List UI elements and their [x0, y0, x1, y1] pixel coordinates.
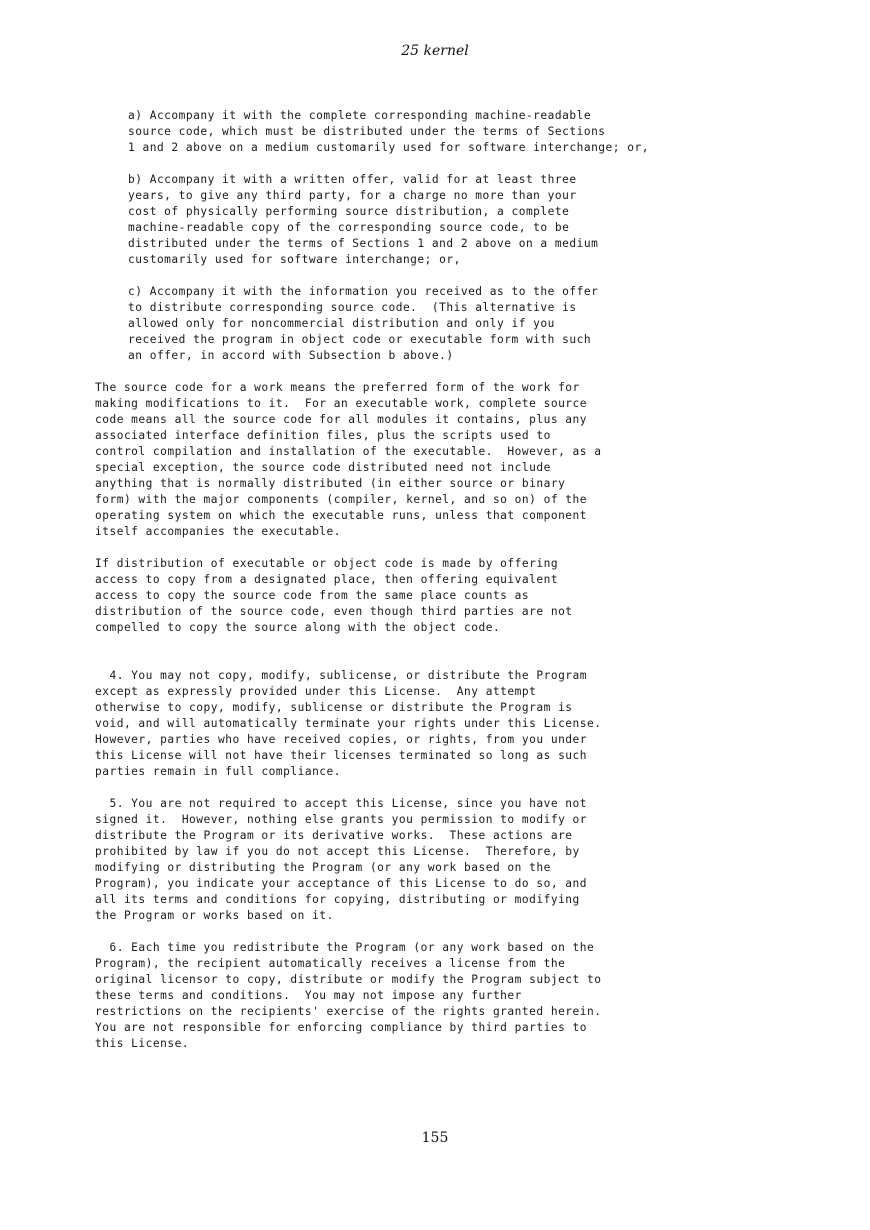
paragraph-option-a: a) Accompany it with the complete corresponding machine-readable source code, which must be distributed under the terms of Sections 1 and 2 above on a medium customarily used for software interchange; or,	[128, 109, 649, 154]
section-6: 6. Each time you redistribute the Program (or any work based on the Program), the recipient automatically receives a license from the original licensor to copy, distribute or modify the Program subject to these terms and conditions. You may not impose any further restrictions on the recipients' exercise of the rights granted herein. You are not responsible for enforcing compliance by third parties to this License.	[95, 941, 602, 1050]
paragraph-option-b: b) Accompany it with a written offer, valid for at least three years, to give any third party, for a charge no more than your cost of physically performing source distribution, a complete machine-readable copy of the corresponding source code, to be distributed under the terms of Sections 1 and 2 above on a medium customarily used for software interchange; or,	[128, 173, 599, 266]
section-4: 4. You may not copy, modify, sublicense, or distribute the Program except as expressly provided under this License. Any attempt otherwise to copy, modify, sublicense or distribute the Program is void, and will automatically terminate your rights under this License. However, parties who have received copies, or rights, from you under this License will not have their licenses terminated so long as such parties remain in full compliance.	[95, 669, 602, 778]
running-header: 25 kernel	[401, 43, 469, 59]
paragraph-option-c: c) Accompany it with the information you received as to the offer to distribute corresponding source code. (This alternative is allowed only for noncommercial distribution and only if you received the program in object code or executable form with such an offer, in accord with Subsection b above.)	[128, 285, 599, 362]
section-5: 5. You are not required to accept this License, since you have not signed it. However, nothing else grants you permission to modify or distribute the Program or its derivative works. These actions are prohibited by law if you do not accept this License. Therefore, by modifying or distributing the Program (or any work based on the Program), you indicate your acceptance of this License to do so, and all its terms and conditions for copying, distributing or modifying the Program or works based on it.	[95, 797, 588, 922]
page-number: 155	[421, 1130, 449, 1146]
paragraph-source-code: The source code for a work means the preferred form of the work for making modifications to it. For an executable work, complete source code means all the source code for all modules it contains, plus any associated interface definition files, plus the scripts used to control compilation and installation of the executable. However, as a special exception, the source code distributed need not include anything that is normally distributed (in either source or binary form) with the major components (compiler, kernel, and so on) of the operating system on which the executable runs, unless that component itself accompanies the executable.	[95, 381, 602, 538]
page-body	[95, 108, 795, 1052]
paragraph-distribution: If distribution of executable or object code is made by offering access to copy from a designated place, then offering equivalent access to copy the source code from the same place counts as distribution of the source code, even though third parties are not compelled to copy the source along with the object code.	[95, 557, 573, 634]
